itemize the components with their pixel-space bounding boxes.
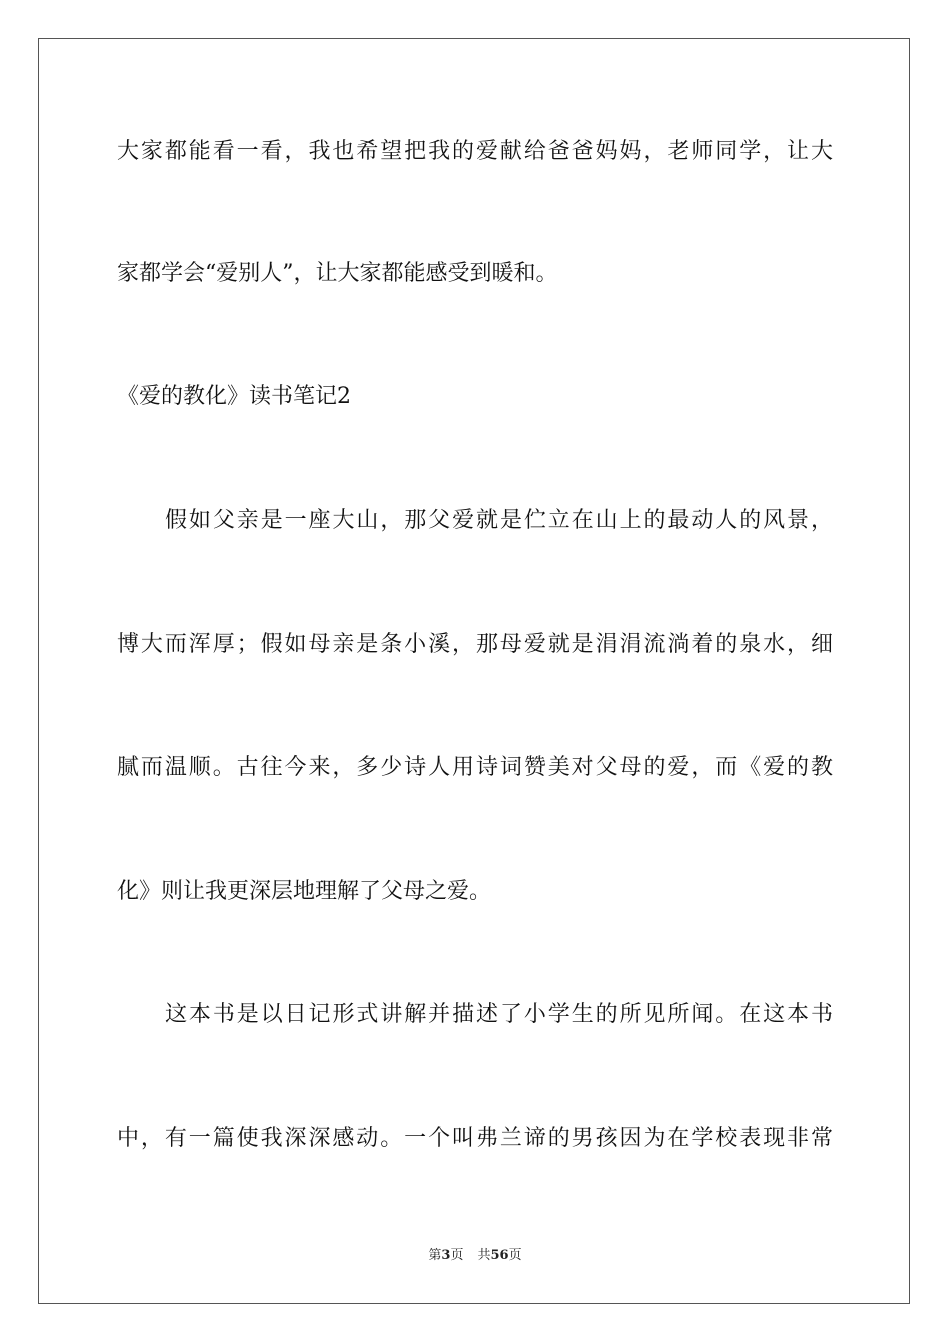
section-heading: 《爱的教化》读书笔记2 (117, 384, 351, 409)
body-line-3: 假如父亲是一座大山，那父爱就是伫立在山上的最动人的风景， (165, 508, 833, 533)
footer-page-prefix: 第 (428, 1248, 442, 1263)
footer-total-prefix: 共 (477, 1248, 491, 1263)
page-footer (0, 1247, 950, 1265)
footer-page-number: 3 (441, 1248, 451, 1263)
body-line-6: 化》则让我更深层地理解了父母之爱。 (117, 879, 492, 904)
body-line-5: 腻而温顺。古往今来，多少诗人用诗词赞美对父母的爱，而《爱的教 (117, 755, 833, 780)
footer-total-suffix: 页 (508, 1248, 522, 1263)
footer-page-suffix: 页 (450, 1248, 464, 1263)
body-line-8: 中，有一篇使我深深感动。一个叫弗兰谛的男孩因为在学校表现非常 (117, 1126, 833, 1151)
body-line-1: 大家都能看一看，我也希望把我的爱献给爸爸妈妈，老师同学，让大 (117, 139, 833, 164)
body-line-7: 这本书是以日记形式讲解并描述了小学生的所见所闻。在这本书 (165, 1002, 833, 1027)
footer-total-pages: 56 (490, 1248, 509, 1263)
body-line-2: 家都学会“爱别人”，让大家都能感受到暖和。 (117, 261, 558, 286)
body-line-4: 博大而浑厚；假如母亲是条小溪，那母爱就是涓涓流淌着的泉水，细 (117, 632, 833, 657)
page-border (38, 38, 910, 1304)
